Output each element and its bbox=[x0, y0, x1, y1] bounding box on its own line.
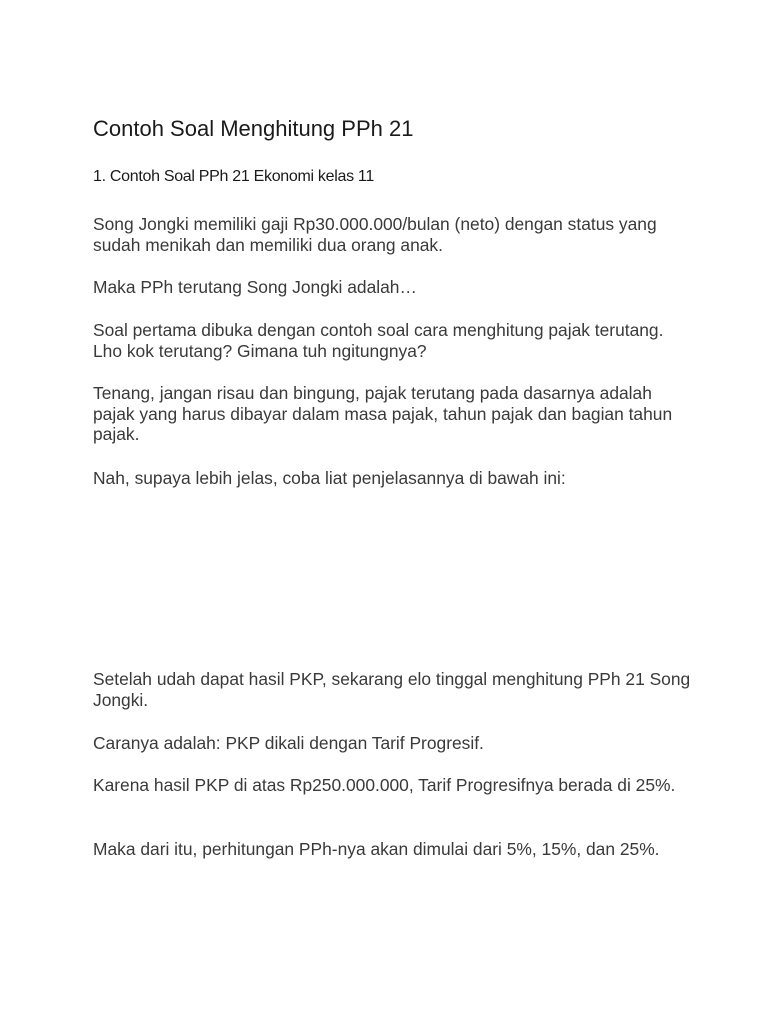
paragraph-method: Caranya adalah: PKP dikali dengan Tarif Progresif. bbox=[93, 733, 484, 753]
blank-figure-area bbox=[93, 508, 693, 656]
document-content bbox=[93, 116, 693, 859]
paragraph-intro: Soal pertama dibuka dengan contoh soal cara menghitung pajak terutang. Lho kok terutang? Gimana tuh ngitungnya? bbox=[93, 320, 664, 361]
paragraph-tariff: Karena hasil PKP di atas Rp250.000.000, Tarif Progresifnya berada di 25%. bbox=[93, 775, 676, 795]
paragraph-problem-statement: Song Jongki memiliki gaji Rp30.000.000/bulan (neto) dengan status yang sudah menikah dan memiliki dua orang anak. bbox=[93, 214, 657, 255]
paragraph-question: Maka PPh terutang Song Jongki adalah… bbox=[93, 277, 417, 297]
paragraph-next-step: Setelah udah dapat hasil PKP, sekarang elo tinggal menghitung PPh 21 Song Jongki. bbox=[93, 669, 691, 710]
section-heading: 1. Contoh Soal PPh 21 Ekonomi kelas 11 bbox=[93, 168, 374, 185]
paragraph-calculation: Maka dari itu, perhitungan PPh-nya akan dimulai dari 5%, 15%, dan 25%. bbox=[93, 839, 660, 859]
document-title: Contoh Soal Menghitung PPh 21 bbox=[93, 116, 414, 141]
paragraph-definition: Tenang, jangan risau dan bingung, pajak terutang pada dasarnya adalah pajak yang harus dibayar dalam masa pajak, tahun pajak dan bagian tahun pajak. bbox=[93, 383, 673, 444]
paragraph-lead-in: Nah, supaya lebih jelas, coba liat penjelasannya di bawah ini: bbox=[93, 468, 566, 488]
